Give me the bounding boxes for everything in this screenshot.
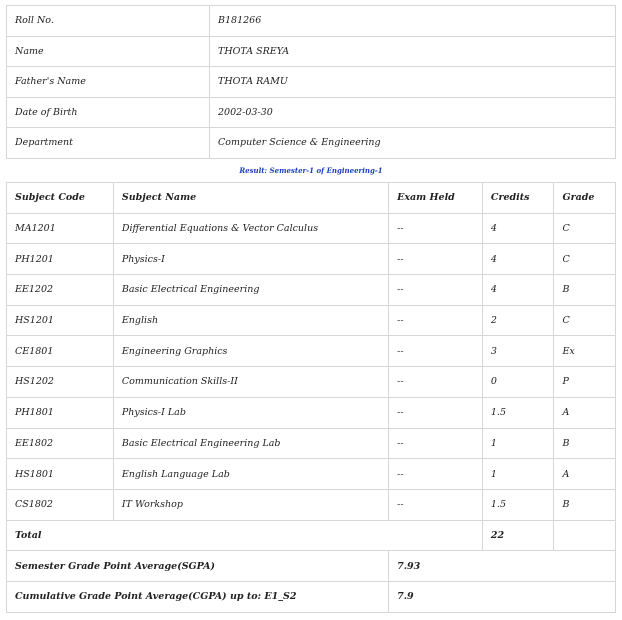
table-row (7, 275, 616, 306)
exam-held: -- (389, 213, 483, 244)
subject-code: MA1201 (7, 213, 114, 244)
info-label: Father's Name (7, 67, 210, 98)
exam-held: -- (389, 275, 483, 306)
exam-held: -- (389, 367, 483, 398)
total-credits: 22 (482, 520, 554, 551)
credits: 1.5 (482, 489, 554, 520)
credits: 1 (482, 459, 554, 490)
exam-held: -- (389, 244, 483, 275)
subject-code: CS1802 (7, 489, 114, 520)
table-row (7, 489, 616, 520)
subject-name: Differential Equations & Vector Calculus (113, 213, 388, 244)
subject-name: Communication Skills-II (113, 367, 388, 398)
credits: 1.5 (482, 397, 554, 428)
credits: 3 (482, 336, 554, 367)
subject-code: CE1801 (7, 336, 114, 367)
header-grade: Grade (554, 183, 616, 214)
info-value: THOTA RAMU (210, 67, 616, 98)
subject-code: HS1202 (7, 367, 114, 398)
credits: 4 (482, 275, 554, 306)
grade: B (554, 428, 616, 459)
grade: B (554, 489, 616, 520)
grade: C (554, 305, 616, 336)
cgpa-row (7, 581, 616, 612)
sgpa-label: Semester Grade Point Average(SGPA) (7, 551, 389, 582)
subject-name: IT Workshop (113, 489, 388, 520)
grade: Ex (554, 336, 616, 367)
info-value: Computer Science & Engineering (210, 128, 616, 159)
exam-held: -- (389, 428, 483, 459)
subject-code: HS1201 (7, 305, 114, 336)
credits: 2 (482, 305, 554, 336)
info-row-roll (7, 6, 616, 37)
grade: C (554, 213, 616, 244)
credits: 4 (482, 244, 554, 275)
grade: B (554, 275, 616, 306)
credits: 0 (482, 367, 554, 398)
info-label: Name (7, 36, 210, 67)
total-row (7, 520, 616, 551)
cgpa-value: 7.9 (389, 581, 616, 612)
subject-name: English Language Lab (113, 459, 388, 490)
student-info-table (6, 5, 616, 159)
results-table (6, 182, 616, 613)
subject-code: EE1802 (7, 428, 114, 459)
total-grade-empty (554, 520, 616, 551)
header-exam-held: Exam Held (389, 183, 483, 214)
grade: P (554, 367, 616, 398)
cgpa-label: Cumulative Grade Point Average(CGPA) up to: E1_S2 (7, 581, 389, 612)
table-row (7, 213, 616, 244)
table-row (7, 367, 616, 398)
subject-name: Physics-I Lab (113, 397, 388, 428)
subject-name: Basic Electrical Engineering (113, 275, 388, 306)
table-row (7, 428, 616, 459)
table-row (7, 336, 616, 367)
subject-code: PH1801 (7, 397, 114, 428)
header-subject-code: Subject Code (7, 183, 114, 214)
results-header-row (7, 183, 616, 214)
info-row-name (7, 36, 616, 67)
info-label: Date of Birth (7, 97, 210, 128)
result-title: Result: Semester-1 of Engineering-1 (239, 166, 383, 175)
total-label: Total (7, 520, 483, 551)
header-credits: Credits (482, 183, 554, 214)
grade: C (554, 244, 616, 275)
info-value: 2002-03-30 (210, 97, 616, 128)
subject-name: English (113, 305, 388, 336)
sgpa-row (7, 551, 616, 582)
subject-code: PH1201 (7, 244, 114, 275)
subject-code: EE1202 (7, 275, 114, 306)
info-label: Roll No. (7, 6, 210, 37)
exam-held: -- (389, 305, 483, 336)
table-row (7, 397, 616, 428)
exam-held: -- (389, 459, 483, 490)
info-label: Department (7, 128, 210, 159)
subject-name: Basic Electrical Engineering Lab (113, 428, 388, 459)
subject-name: Physics-I (113, 244, 388, 275)
credits: 1 (482, 428, 554, 459)
info-row-dob (7, 97, 616, 128)
table-row (7, 459, 616, 490)
subject-code: HS1801 (7, 459, 114, 490)
grade: A (554, 397, 616, 428)
sgpa-value: 7.93 (389, 551, 616, 582)
credits: 4 (482, 213, 554, 244)
subject-name: Engineering Graphics (113, 336, 388, 367)
info-row-department (7, 128, 616, 159)
table-row (7, 305, 616, 336)
info-value: THOTA SREYA (210, 36, 616, 67)
table-row (7, 244, 616, 275)
subject-rows (7, 213, 616, 520)
info-row-father (7, 67, 616, 98)
exam-held: -- (389, 397, 483, 428)
grade: A (554, 459, 616, 490)
exam-held: -- (389, 489, 483, 520)
exam-held: -- (389, 336, 483, 367)
info-value: B181266 (210, 6, 616, 37)
header-subject-name: Subject Name (113, 183, 388, 214)
